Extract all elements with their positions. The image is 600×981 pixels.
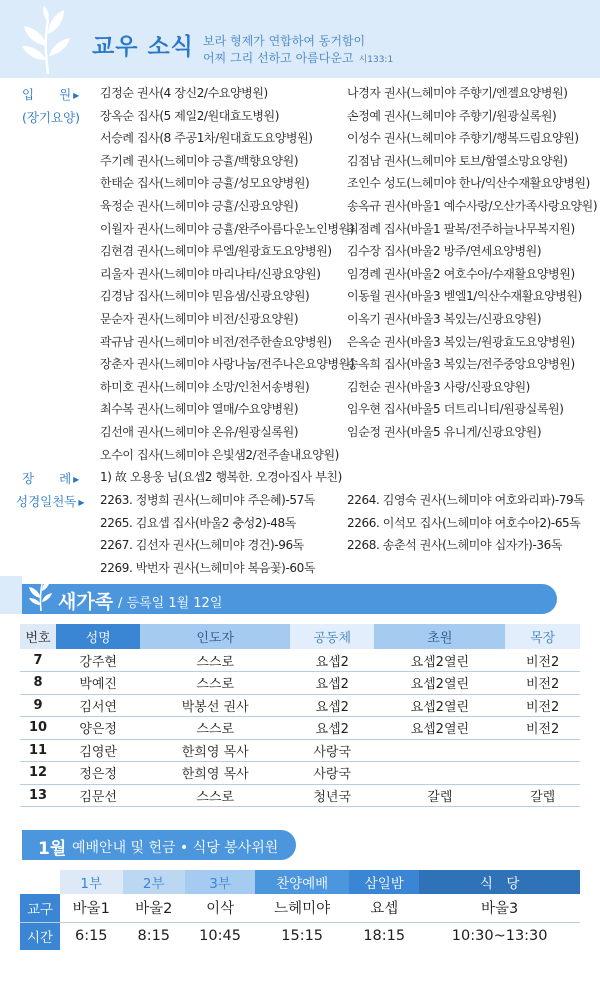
community: 청년국 — [290, 784, 374, 807]
bible-reading-entry: 2263. 정병희 권사(느헤미야 주은혜)-57독 — [100, 493, 316, 507]
triangle-right-icon: ▶ — [73, 91, 80, 100]
funeral-label-text: 장 례 — [22, 471, 72, 486]
table-row — [20, 784, 580, 807]
admission-entry: 송옥규 권사(바울1 예수사랑/오산가족사랑요양원) — [347, 198, 598, 213]
admission-entry: 김현겸 권사(느헤미야 루엘/원광효도요양병원) — [100, 244, 332, 259]
row-label-parish: 교구 — [20, 894, 60, 922]
verse-line-1: 보라 형제가 연합하여 동거함이 — [203, 34, 366, 48]
admission-entry: 장옥순 집사(5 제일2/원대효도병원) — [100, 108, 280, 123]
member-name: 박예진 — [56, 672, 140, 695]
row-number: 11 — [20, 739, 56, 762]
guide-name: 스스로 — [140, 784, 290, 807]
admission-entry: 김점남 권사(느헤미야 토브/함열소망요양원) — [347, 153, 568, 168]
bible-reading-entry: 2266. 이석모 집사(느헤미야 여호수아2)-65독 — [347, 515, 581, 530]
admission-entry: 한태순 집사(느헤미야 긍휼/성모요양병원) — [100, 176, 310, 191]
new-family-table — [20, 624, 580, 807]
row-number: 7 — [20, 649, 56, 672]
admission-list-right — [347, 82, 597, 444]
table-row — [20, 694, 580, 717]
chowon — [374, 739, 505, 762]
header-service-1: 1부 — [60, 870, 123, 894]
verse-line-2: 어찌 그리 선하고 아름다운고 — [203, 51, 354, 65]
time-cell: 6:15 — [74, 928, 108, 945]
header-verse — [203, 33, 393, 69]
admission-entry: 이동월 권사(바울3 벧엘1/익산수재활요양병원) — [347, 289, 582, 304]
new-family-subtitle: / 등록일 1월 12일 — [118, 596, 223, 611]
header-community: 공동체 — [290, 624, 374, 649]
admission-entry: 김선애 권사(느헤미야 온유/원광실록원) — [100, 424, 299, 439]
time-cell: 15:15 — [281, 928, 324, 945]
page-title: 교우 소식 — [92, 34, 194, 60]
bible-reading-entry: 2268. 송춘석 권사(느헤미야 십자가)-36독 — [347, 538, 563, 553]
table-row — [20, 649, 580, 672]
table-row — [20, 762, 580, 785]
chowon — [374, 762, 505, 785]
admission-entry: 임순정 권사(바울5 유니게/신광요양원) — [347, 424, 542, 439]
time-cell: 10:30~13:30 — [451, 928, 548, 945]
chowon: 갈렙 — [374, 784, 505, 807]
header-cafeteria: 식 당 — [419, 870, 580, 894]
admission-entry: 은옥순 권사(바울3 복있는/원광효도요양병원) — [347, 334, 575, 349]
header-chowon: 초원 — [374, 624, 505, 649]
worship-month: 1월 — [38, 839, 67, 859]
mokjang — [505, 739, 580, 762]
parish-cell: 느헤미야 — [255, 894, 349, 922]
parish-cell: 이삭 — [185, 894, 255, 922]
guide-name: 스스로 — [140, 717, 290, 740]
mokjang: 비전2 — [505, 672, 580, 695]
member-name: 정은정 — [56, 762, 140, 785]
header-mokjang: 목장 — [505, 624, 580, 649]
admission-sub-label: (장기요양) — [22, 110, 81, 125]
admission-entry: 이성수 권사(느헤미야 주향기/행복드림요양원) — [347, 131, 579, 146]
mokjang — [505, 762, 580, 785]
community: 요셉2 — [290, 717, 374, 740]
bible-reading-entry: 2265. 김요셉 집사(바울2 충성2)-48독 — [100, 515, 296, 530]
admission-entry: 김수장 집사(바울2 방주/연세요양병원) — [347, 244, 542, 259]
mokjang: 비전2 — [505, 649, 580, 672]
parish-row — [20, 894, 580, 922]
mokjang: 비전2 — [505, 694, 580, 717]
admission-entry: 육정순 권사(느헤미야 긍휼/신광요양원) — [100, 198, 299, 213]
funeral-text: 1) 故 오용웅 님(요셉2 행복한. 오경아집사 부친) — [100, 470, 342, 484]
time-row — [20, 922, 580, 950]
admission-list-left — [100, 82, 355, 466]
admission-entry: 주기례 권사(느헤미야 긍휼/백향요양원) — [100, 153, 299, 168]
admission-entry: 김정순 권사(4 장신2/수요양병원) — [100, 86, 268, 100]
chowon: 요셉2열린 — [374, 649, 505, 672]
row-number: 10 — [20, 717, 56, 740]
admission-entry: 문순자 권사(느헤미야 비전/신광요양원) — [100, 311, 299, 326]
triangle-right-icon: ▶ — [73, 475, 80, 484]
worship-table — [20, 870, 580, 950]
admission-entry: 서승례 집사(8 주공1차/원대효도요양병원) — [100, 131, 313, 146]
bible-label-text: 성경일천독 — [16, 494, 77, 509]
admission-entry: 리울자 권사(느헤미야 마리나타/신광요양원) — [100, 266, 321, 281]
table-row — [20, 739, 580, 762]
admission-entry: 최수복 권사(느헤미야 열매/수요양병원) — [100, 402, 299, 417]
table-row — [20, 717, 580, 740]
funeral-entry — [100, 466, 580, 489]
table-header-row — [20, 624, 580, 649]
header-band — [0, 0, 600, 78]
header-name: 성명 — [56, 624, 140, 649]
time-cell: 10:45 — [199, 928, 241, 945]
admission-entry: 곽규남 권사(느헤미야 비전/전주한솔요양병원) — [100, 334, 332, 349]
header-service-2: 2부 — [123, 870, 186, 894]
admission-entry: 나경자 권사(느헤미야 주향기/엔젤요양병원) — [347, 86, 568, 100]
admission-entry: 임우현 집사(바울5 더트리니티/원광실록원) — [347, 402, 564, 417]
new-family-title: 새가족 — [58, 591, 114, 613]
bible-label — [16, 492, 112, 510]
row-number: 9 — [20, 694, 56, 717]
bible-reading-entry: 2267. 김선자 권사(느헤미야 경건)-96독 — [100, 538, 304, 553]
guide-name: 한희영 목사 — [140, 762, 290, 785]
guide-name: 한희영 목사 — [140, 739, 290, 762]
header-service-3: 3부 — [185, 870, 255, 894]
bible-reading-entry: 2264. 김영숙 권사(느헤미야 여호와리파)-79독 — [347, 493, 585, 507]
header-guide: 인도자 — [140, 624, 290, 649]
admission-entry: 하미호 권사(느헤미야 소망/인천서송병원) — [100, 379, 310, 394]
admission-entry: 이월자 권사(느헤미야 긍휼/완주아름다운노인병원) — [100, 221, 355, 236]
admission-entry: 임경례 권사(바울2 여호수아/수재활요양병원) — [347, 266, 575, 281]
triangle-right-icon: ▶ — [78, 498, 85, 507]
worship-subtitle: 예배안내 및 헌금 • 식당 봉사위원 — [72, 840, 279, 856]
header-wednesday: 삼일밤 — [349, 870, 419, 894]
mokjang: 갈렙 — [505, 784, 580, 807]
row-number: 8 — [20, 672, 56, 695]
chowon: 요셉2열린 — [374, 717, 505, 740]
row-label-time: 시간 — [20, 922, 60, 950]
bible-list-left — [100, 489, 345, 579]
bible-reading-entry: 2269. 박번자 권사(느헤미야 복음꽃)-60독 — [100, 560, 316, 575]
row-number: 12 — [20, 762, 56, 785]
chowon: 요셉2열린 — [374, 672, 505, 695]
parish-cell: 바울3 — [419, 894, 580, 922]
guide-name: 박봉선 권사 — [140, 694, 290, 717]
member-name: 양은정 — [56, 717, 140, 740]
community: 사랑국 — [290, 739, 374, 762]
admission-entry: 조인수 성도(느헤미야 한나/익산수재활요양병원) — [347, 176, 590, 191]
admission-entry: 이옥기 권사(바울3 복있는/신광요양원) — [347, 311, 542, 326]
header-number: 번호 — [20, 624, 56, 649]
verse-reference: 시133:1 — [358, 55, 394, 65]
mokjang: 비전2 — [505, 717, 580, 740]
guide-name: 스스로 — [140, 672, 290, 695]
community: 요셉2 — [290, 694, 374, 717]
time-cell: 8:15 — [137, 928, 171, 945]
leaf-branch-icon — [26, 576, 56, 612]
section-accent — [0, 576, 22, 614]
admission-entry: 장춘자 권사(느헤미야 사랑나눔/전주나은요양병원) — [100, 357, 355, 372]
member-name: 김서연 — [56, 694, 140, 717]
header-praise: 찬양예배 — [255, 870, 349, 894]
admission-entry: 손정예 권사(느헤미야 주향기/원광실록원) — [347, 108, 557, 123]
chowon: 요셉2열린 — [374, 694, 505, 717]
corner-cell — [20, 870, 60, 894]
admission-entry: 송옥희 집사(바울3 복있는/전주중앙요양병원) — [347, 357, 575, 372]
member-name: 김문선 — [56, 784, 140, 807]
community: 요셉2 — [290, 649, 374, 672]
worship-header-row — [20, 870, 580, 894]
parish-cell: 바울2 — [123, 894, 186, 922]
admission-entry: 최점례 집사(바울1 팔복/전주하늘나무복지원) — [347, 221, 575, 236]
admission-entry: 김경남 집사(느헤미야 믿음샘/신광요양원) — [100, 289, 310, 304]
row-number: 13 — [20, 784, 56, 807]
admission-label-text: 입 원 — [22, 87, 72, 102]
leaf-branch-icon — [18, 6, 76, 76]
community: 요셉2 — [290, 672, 374, 695]
member-name: 강주현 — [56, 649, 140, 672]
bible-list-right — [347, 489, 597, 557]
member-name: 김영란 — [56, 739, 140, 762]
community: 사랑국 — [290, 762, 374, 785]
parish-cell: 바울1 — [60, 894, 123, 922]
table-row — [20, 672, 580, 695]
admission-entry: 김헌순 권사(바울3 사랑/신광요양원) — [347, 379, 530, 394]
parish-cell: 요셉 — [349, 894, 419, 922]
admission-entry: 오수이 집사(느헤미야 은빛샘2/전주솔내요양원) — [100, 447, 339, 462]
guide-name: 스스로 — [140, 649, 290, 672]
time-cell: 18:15 — [363, 928, 406, 945]
